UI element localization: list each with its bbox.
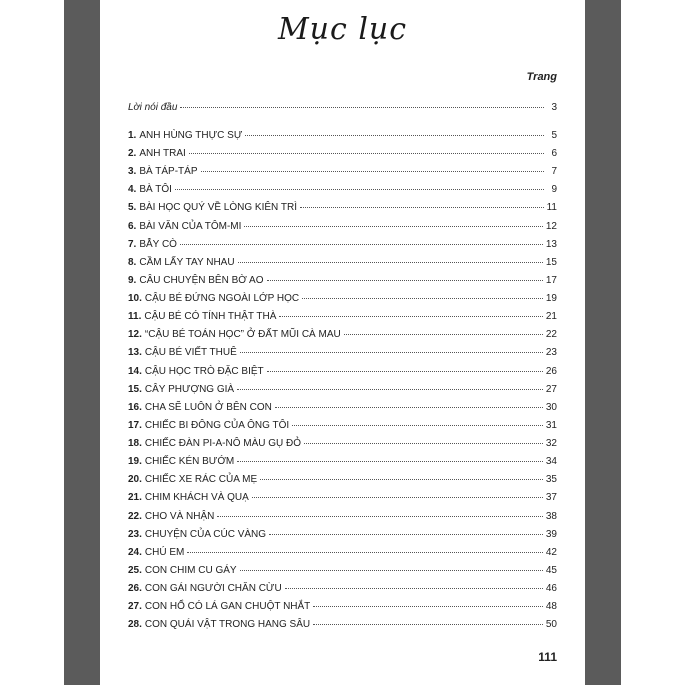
toc-entry-number: 16. xyxy=(128,401,142,413)
toc-entry-number: 9. xyxy=(128,274,137,286)
dot-leader xyxy=(267,371,543,372)
toc-entry-title: CHIM KHÁCH VÀ QUẠ xyxy=(144,492,249,504)
toc-entry[interactable] xyxy=(128,366,557,381)
toc-entry-number: 25. xyxy=(128,564,142,576)
dot-leader xyxy=(237,461,543,462)
toc-entry[interactable] xyxy=(128,456,557,471)
toc-entry-page: 17 xyxy=(545,274,557,286)
toc-entry-page: 45 xyxy=(545,564,557,576)
dot-leader xyxy=(238,262,543,263)
toc-entry[interactable] xyxy=(128,547,557,562)
toc-entry[interactable] xyxy=(128,438,557,453)
toc-entry[interactable] xyxy=(128,601,557,616)
dot-leader xyxy=(269,534,543,535)
toc-entry-page: 38 xyxy=(545,510,557,522)
dot-leader xyxy=(267,280,543,281)
toc-entry-number: 17. xyxy=(128,419,142,431)
toc-entry-page: 7 xyxy=(551,166,557,178)
toc-entry-title: CHA SẼ LUÔN Ở BÊN CON xyxy=(144,401,272,413)
toc-entry-title: CHIẾC BI ĐÔNG CỦA ÔNG TÔI xyxy=(144,419,290,431)
toc-entry-title: CẬU BÉ ĐỨNG NGOÀI LỚP HỌC xyxy=(144,293,300,305)
dot-leader xyxy=(237,389,543,390)
dot-leader xyxy=(344,334,543,335)
toc-entry-number: 7. xyxy=(128,238,137,250)
toc-entry-title: CHIẾC XE RÁC CỦA MẸ xyxy=(144,474,258,486)
toc-entry-page: 26 xyxy=(545,365,557,377)
toc-entry-number: 6. xyxy=(128,220,137,232)
toc-entry-page: 23 xyxy=(545,347,557,359)
dot-leader xyxy=(279,316,542,317)
toc-entry-page: 39 xyxy=(545,528,557,540)
toc-entry-page: 30 xyxy=(545,401,557,413)
toc-entry-page: 42 xyxy=(545,546,557,558)
dot-leader xyxy=(245,135,544,136)
toc-entry[interactable] xyxy=(128,492,557,507)
toc-entry-page: 32 xyxy=(545,438,557,450)
toc-entry-title: CHÚ EM xyxy=(144,546,185,558)
toc-entry-number: 18. xyxy=(128,438,142,450)
toc-entry[interactable] xyxy=(128,402,557,417)
dot-leader xyxy=(240,570,543,571)
toc-entry-title: Lời nói đầu xyxy=(128,102,178,113)
toc-entry-number: 1. xyxy=(128,130,137,141)
toc-entry-page: 37 xyxy=(545,492,557,504)
toc-entry-title: CẬU BÉ CÓ TÍNH THẬT THÀ xyxy=(144,311,277,323)
dot-leader xyxy=(304,443,543,444)
toc-entry-page: 15 xyxy=(545,256,557,268)
toc-entry-number: 13. xyxy=(128,347,142,359)
toc-entry[interactable] xyxy=(128,239,557,254)
dot-leader xyxy=(313,606,543,607)
dot-leader xyxy=(180,107,544,108)
dot-leader xyxy=(201,171,544,172)
toc-entry-number: 27. xyxy=(128,601,142,613)
toc-entry-title: “CẬU BÉ TOÁN HỌC” Ở ĐẤT MŨI CÀ MAU xyxy=(144,329,341,341)
toc-entry-title: CON GÁI NGƯỜI CHĂN CỪU xyxy=(144,583,282,594)
page-title: Mục lục xyxy=(277,12,408,47)
toc-entry[interactable] xyxy=(128,511,557,526)
book-page xyxy=(100,0,585,685)
toc-entry-page: 13 xyxy=(545,238,557,250)
toc-entry-title: ANH HÙNG THỰC SỰ xyxy=(139,130,243,141)
toc-entry-intro[interactable] xyxy=(128,102,557,117)
toc-entry-number: 15. xyxy=(128,383,142,395)
toc-entry[interactable] xyxy=(128,347,557,362)
toc-entry[interactable] xyxy=(128,221,557,236)
dot-leader xyxy=(313,624,543,625)
toc-entry-page: 48 xyxy=(545,601,557,613)
dot-leader xyxy=(175,189,544,190)
toc-entry[interactable] xyxy=(128,202,557,217)
toc-entry-number: 3. xyxy=(128,166,137,178)
toc-entry-title: BÀ TÔI xyxy=(139,184,172,196)
toc-entry-page: 31 xyxy=(545,419,557,431)
toc-entry-title: CÂU CHUYỆN BÊN BỜ AO xyxy=(139,274,264,286)
toc-entry-number: 23. xyxy=(128,528,142,540)
toc-entry-title: BÀI HỌC QUÝ VỀ LÒNG KIÊN TRÌ xyxy=(139,202,297,214)
toc-entry-number: 10. xyxy=(128,293,142,305)
toc-entry[interactable] xyxy=(128,148,557,163)
left-page-edge xyxy=(64,0,100,685)
toc-entry-page: 11 xyxy=(546,202,557,214)
toc-entry[interactable] xyxy=(128,565,557,580)
toc-entry[interactable] xyxy=(128,166,557,181)
toc-entry[interactable] xyxy=(128,384,557,399)
dot-leader xyxy=(300,207,544,208)
page-column-label: Trang xyxy=(526,71,557,83)
toc-entry-title: BẪY CÒ xyxy=(139,238,177,250)
toc-entry-page: 5 xyxy=(551,130,557,141)
toc-entry[interactable] xyxy=(128,184,557,199)
toc-entry[interactable] xyxy=(128,275,557,290)
toc-entry[interactable] xyxy=(128,329,557,344)
toc-entry-page: 3 xyxy=(551,102,557,113)
toc-entry[interactable] xyxy=(128,420,557,435)
toc-entry-number: 2. xyxy=(128,148,137,160)
dot-leader xyxy=(189,153,544,154)
toc-entry[interactable] xyxy=(128,311,557,326)
toc-entry-number: 21. xyxy=(128,492,142,504)
toc-entry-page: 27 xyxy=(545,383,557,395)
toc-entry-page: 34 xyxy=(545,456,557,468)
toc-entry[interactable] xyxy=(128,130,557,145)
toc-entry-page: 12 xyxy=(545,220,557,232)
toc-entry-number: 5. xyxy=(128,202,137,214)
toc-entry-number: 22. xyxy=(128,510,142,522)
toc-entry-title: CẬU HỌC TRÒ ĐẶC BIỆT xyxy=(144,365,264,377)
toc-entry-page: 35 xyxy=(545,474,557,486)
dot-leader xyxy=(260,479,543,480)
toc-entry[interactable] xyxy=(128,293,557,308)
toc-entry-page: 22 xyxy=(545,329,557,341)
toc-entry-title: CHUYỆN CỦA CÚC VÀNG xyxy=(144,528,267,540)
toc-entry-title: CẦM LẤY TAY NHAU xyxy=(139,256,235,268)
toc-entry-title: CON CHIM CU GÁY xyxy=(144,564,237,576)
toc-entry[interactable] xyxy=(128,474,557,489)
dot-leader xyxy=(252,497,543,498)
toc-entry-title: CHO VÀ NHẬN xyxy=(144,510,215,522)
toc-entry-title: CHIẾC KÉN BƯỚM xyxy=(144,456,235,468)
dot-leader xyxy=(240,352,543,353)
dot-leader xyxy=(244,226,542,227)
toc-entry[interactable] xyxy=(128,619,557,634)
dot-leader xyxy=(217,516,543,517)
toc-entry-title: CHIẾC ĐÀN PI-A-NÔ MÀU GỤ ĐỎ xyxy=(144,438,302,450)
dot-leader xyxy=(292,425,543,426)
toc-entry-page: 50 xyxy=(545,619,557,631)
toc-entry[interactable] xyxy=(128,529,557,544)
toc-entry-title: BÀI VĂN CỦA TÔM-MI xyxy=(139,220,242,232)
toc-entry-number: 12. xyxy=(128,329,142,341)
toc-entry-title: ANH TRAI xyxy=(139,148,186,160)
toc-entry-number: 8. xyxy=(128,256,137,268)
toc-entry-number: 19. xyxy=(128,456,142,468)
toc-entry-title: CON QUÁI VẬT TRONG HANG SÂU xyxy=(144,619,311,631)
toc-entry-number: 11. xyxy=(128,311,142,323)
right-page-edge xyxy=(585,0,621,685)
toc-entry-page: 19 xyxy=(545,293,557,305)
toc-entry-title: BÀ TÁP-TÁP xyxy=(139,166,198,178)
toc-entry-title: CON HỔ CÓ LÁ GAN CHUỘT NHẮT xyxy=(144,601,311,613)
toc-entry-number: 24. xyxy=(128,546,142,558)
toc-entry-number: 26. xyxy=(128,583,142,594)
toc-entry-page: 21 xyxy=(545,311,557,323)
toc-entry-number: 20. xyxy=(128,474,142,486)
toc-entry-page: 6 xyxy=(551,148,557,160)
toc-entry-number: 4. xyxy=(128,184,137,196)
dot-leader xyxy=(180,244,543,245)
dot-leader xyxy=(302,298,543,299)
toc-entry-title: CÂY PHƯỢNG GIÀ xyxy=(144,383,235,395)
toc-entry-number: 14. xyxy=(128,365,142,377)
toc-entry[interactable] xyxy=(128,257,557,272)
page-number: 111 xyxy=(538,650,557,664)
dot-leader xyxy=(275,407,543,408)
toc-entry-number: 28. xyxy=(128,619,142,631)
dot-leader xyxy=(187,552,543,553)
toc-entry-title: CẬU BÉ VIẾT THUÊ xyxy=(144,347,237,359)
toc-entry-page: 46 xyxy=(545,583,557,594)
toc-entry[interactable] xyxy=(128,583,557,598)
toc-entry-page: 9 xyxy=(551,184,557,196)
dot-leader xyxy=(285,588,543,589)
